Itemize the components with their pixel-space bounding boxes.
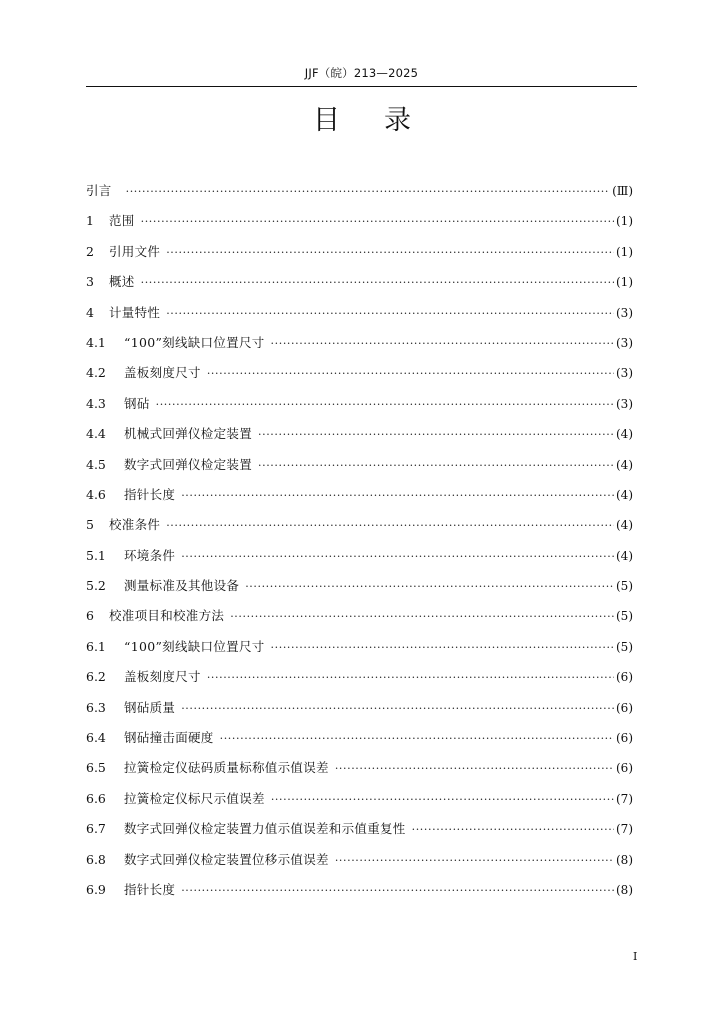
toc-entry-page: (6) xyxy=(616,761,633,776)
toc-dot-leader xyxy=(166,299,614,329)
toc-entry-page: (3) xyxy=(616,366,633,381)
toc-entry[interactable] xyxy=(86,723,633,753)
toc-entry-label: 引言 xyxy=(86,183,112,198)
toc-entry-page: (7) xyxy=(616,822,633,837)
table-of-contents xyxy=(86,176,633,905)
toc-entry-number: 6.1 xyxy=(86,638,106,654)
toc-entry-number: 4.4 xyxy=(86,426,106,442)
toc-entry-label: 测量标准及其他设备 xyxy=(124,578,240,594)
toc-entry-label: 数字式回弹仪检定装置力值示值误差和示值重复性 xyxy=(124,821,406,837)
toc-entry-page: (4) xyxy=(616,457,633,472)
toc-dot-leader xyxy=(220,724,614,754)
toc-entry[interactable] xyxy=(86,753,633,783)
toc-dot-leader xyxy=(271,785,614,815)
toc-entry[interactable] xyxy=(86,693,633,723)
toc-entry-number: 6.6 xyxy=(86,790,106,806)
toc-entry[interactable] xyxy=(86,298,633,328)
toc-entry-number: 4.3 xyxy=(86,395,106,411)
toc-entry-page: (8) xyxy=(616,882,633,897)
toc-entry-page: (4) xyxy=(616,518,633,533)
toc-entry[interactable] xyxy=(86,480,633,510)
toc-entry-number: 2 xyxy=(86,243,94,259)
toc-entry-label: 钢砧撞击面硬度 xyxy=(124,730,214,746)
toc-entry-number: 6 xyxy=(86,608,94,624)
toc-entry-page: (3) xyxy=(616,305,633,320)
toc-dot-leader xyxy=(156,390,614,420)
toc-entry-number: 6.9 xyxy=(86,881,106,897)
toc-entry-page: (4) xyxy=(616,427,633,442)
toc-dot-leader xyxy=(181,481,614,511)
toc-entry-page: (4) xyxy=(616,487,633,502)
toc-entry-label: 范围 xyxy=(109,213,135,229)
toc-entry-number: 4.6 xyxy=(86,486,106,502)
toc-entry-page: (3) xyxy=(616,335,633,350)
toc-entry[interactable] xyxy=(86,419,633,449)
toc-dot-leader xyxy=(141,207,614,237)
toc-entry-page: (6) xyxy=(616,670,633,685)
toc-entry-number: 6.3 xyxy=(86,699,106,715)
toc-dot-leader xyxy=(181,876,614,906)
toc-entry-number: 6.4 xyxy=(86,730,106,746)
toc-entry-page: (5) xyxy=(616,579,633,594)
toc-dot-leader xyxy=(271,329,614,359)
toc-entry[interactable] xyxy=(86,571,633,601)
toc-entry-label: “100”刻线缺口位置尺寸 xyxy=(124,334,265,350)
toc-entry[interactable] xyxy=(86,845,633,875)
toc-entry-page: (1) xyxy=(616,275,633,290)
toc-entry[interactable] xyxy=(86,358,633,388)
toc-entry-number: 4.5 xyxy=(86,456,106,472)
toc-entry-label: 概述 xyxy=(109,274,135,290)
toc-dot-leader xyxy=(335,754,614,784)
toc-entry[interactable] xyxy=(86,784,633,814)
toc-entry-label: 引用文件 xyxy=(109,243,161,259)
toc-entry-number: 5 xyxy=(86,517,94,533)
toc-dot-leader xyxy=(181,694,614,724)
toc-entry-page: (5) xyxy=(616,639,633,654)
toc-entry[interactable] xyxy=(86,632,633,662)
toc-entry-page: (5) xyxy=(616,609,633,624)
toc-entry-page: (6) xyxy=(616,731,633,746)
toc-entry-number: 6.7 xyxy=(86,821,106,837)
toc-dot-leader xyxy=(335,846,614,876)
toc-entry-number: 6.8 xyxy=(86,851,106,867)
toc-entry[interactable] xyxy=(86,206,633,236)
toc-entry-page: (Ⅲ) xyxy=(612,184,633,198)
toc-entry-label: 机械式回弹仪检定装置 xyxy=(124,426,253,442)
toc-entry-label: 指针长度 xyxy=(124,486,176,502)
toc-dot-leader xyxy=(181,542,614,572)
toc-dot-leader xyxy=(166,511,614,541)
toc-entry[interactable] xyxy=(86,510,633,540)
toc-entry-number: 5.2 xyxy=(86,578,106,594)
toc-entry-label: 数字式回弹仪检定装置位移示值误差 xyxy=(124,851,329,867)
toc-entry-label: 拉簧检定仪砝码质量标称值示值误差 xyxy=(124,760,329,776)
toc-entry-number: 4.2 xyxy=(86,365,106,381)
toc-entry-page: (4) xyxy=(616,548,633,563)
toc-entry-label: 钢砧 xyxy=(124,395,150,411)
toc-entry-number: 4.1 xyxy=(86,334,106,350)
toc-entry-page: (3) xyxy=(616,396,633,411)
toc-entry-page: (1) xyxy=(616,214,633,229)
toc-dot-leader xyxy=(271,633,614,663)
toc-entry[interactable] xyxy=(86,176,633,206)
toc-dot-leader xyxy=(207,663,614,693)
toc-entry-label: 校准条件 xyxy=(109,517,161,533)
toc-entry[interactable] xyxy=(86,541,633,571)
toc-entry[interactable] xyxy=(86,662,633,692)
toc-entry[interactable] xyxy=(86,450,633,480)
toc-entry[interactable] xyxy=(86,601,633,631)
toc-entry-number: 4 xyxy=(86,304,94,320)
toc-entry[interactable] xyxy=(86,814,633,844)
toc-entry-label: 计量特性 xyxy=(109,304,161,320)
toc-entry-number: 6.2 xyxy=(86,669,106,685)
toc-entry-number: 1 xyxy=(86,213,94,229)
toc-dot-leader xyxy=(166,238,614,268)
toc-dot-leader xyxy=(245,572,614,602)
toc-dot-leader xyxy=(141,268,614,298)
toc-entry-label: “100”刻线缺口位置尺寸 xyxy=(124,638,265,654)
page-title: 目录 xyxy=(313,105,455,136)
document-code-header: JJF（皖）213—2025 xyxy=(304,66,419,80)
toc-entry-number: 3 xyxy=(86,274,94,290)
toc-entry-number: 5.1 xyxy=(86,547,106,563)
toc-entry[interactable] xyxy=(86,875,633,905)
toc-entry-label: 指针长度 xyxy=(124,881,176,897)
toc-entry[interactable] xyxy=(86,267,633,297)
header-rule xyxy=(86,86,637,87)
toc-dot-leader xyxy=(230,602,614,632)
toc-entry-label: 环境条件 xyxy=(124,547,176,563)
toc-dot-leader xyxy=(207,359,614,389)
toc-entry-page: (1) xyxy=(616,244,633,259)
toc-entry-label: 盖板刻度尺寸 xyxy=(124,669,201,685)
toc-entry[interactable] xyxy=(86,237,633,267)
toc-entry-page: (6) xyxy=(616,700,633,715)
toc-entry-label: 数字式回弹仪检定装置 xyxy=(124,456,253,472)
toc-dot-leader xyxy=(126,177,610,207)
toc-dot-leader xyxy=(258,420,614,450)
toc-entry-label: 钢砧质量 xyxy=(124,699,176,715)
toc-dot-leader xyxy=(258,451,614,481)
toc-entry[interactable] xyxy=(86,328,633,358)
toc-entry-label: 盖板刻度尺寸 xyxy=(124,365,201,381)
toc-entry-label: 拉簧检定仪标尺示值误差 xyxy=(124,790,265,806)
toc-entry[interactable] xyxy=(86,389,633,419)
toc-entry-page: (7) xyxy=(616,791,633,806)
toc-dot-leader xyxy=(412,815,614,845)
page-number: I xyxy=(633,950,638,963)
toc-entry-number: 6.5 xyxy=(86,760,106,776)
toc-entry-label: 校准项目和校准方法 xyxy=(109,608,225,624)
toc-entry-page: (8) xyxy=(616,852,633,867)
